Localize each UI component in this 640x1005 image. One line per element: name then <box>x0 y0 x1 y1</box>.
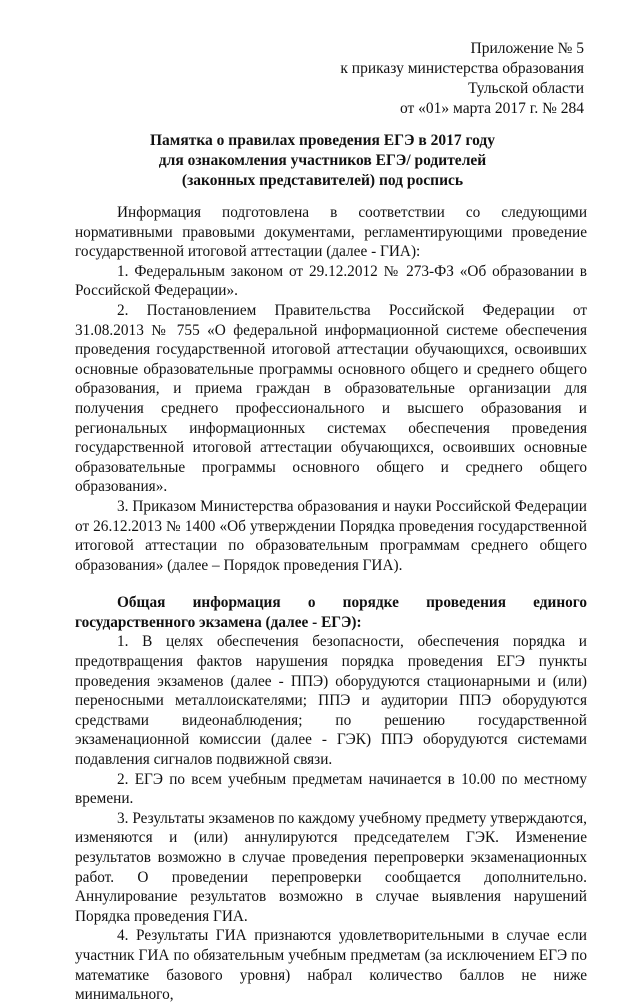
appendix-region: Тульской области <box>468 80 584 97</box>
document-item-2: 2. Постановлением Правительства Российской Федерации от 31.08.2013 № 755 «О федеральной информационной системе обеспечения проведения государственной итоговой аттестации обучающихся, освоивших основные образовательные программы основного общего и среднего общего образования, и приема граждан в образовательные организации для получения среднего профессионального и высшего образования и региональных информационных системах обеспечения проведения государственной итоговой аттестации обучающихся, освоивших основные образовательные программы основного общего и среднего общего образования». <box>75 301 587 496</box>
appendix-number: Приложение № 5 <box>470 40 584 57</box>
appendix-order-ref: к приказу министерства образования <box>340 60 584 77</box>
title-line-3: (законных представителей) под роспись <box>181 172 464 189</box>
rule-item-4: 4. Результаты ГИА признаются удовлетворительными в случае если участник ГИА по обязательным учебным предметам (за исключением ЕГЭ по математике базового уровня) набрал количество баллов не ниже минимального, <box>75 927 587 1004</box>
intro-paragraph: Информация подготовлена в соответствии со следующими нормативными правовыми документами, регламентирующими проведение государственной итоговой аттестации (далее - ГИА): <box>75 204 587 261</box>
appendix-date: от «01» марта 2017 г. № 284 <box>399 100 584 117</box>
rule-item-3: 3. Результаты экзаменов по каждому учебному предмету утверждаются, изменяются и (или) аннулируются председателем ГЭК. Изменение результатов возможно в случае проведения перепроверки экзаменационных работ. О проведении перепроверки сообщается дополнительно. Аннулирование результатов возможно в случае выявления нарушений Порядка проведения ГИА. <box>75 809 587 925</box>
title-line-2: для ознакомления участников ЕГЭ/ родителей <box>158 152 487 169</box>
title-line-1: Памятка о правилах проведения ЕГЭ в 2017 году <box>149 132 496 149</box>
rule-item-2: 2. ЕГЭ по всем учебным предметам начинается в 10.00 по местному времени. <box>75 770 587 808</box>
document-body <box>75 203 587 1005</box>
appendix-header <box>340 39 584 119</box>
document-item-1: 1. Федеральным законом от 29.12.2012 № 273-ФЗ «Об образовании в Российской Федерации». <box>75 262 587 300</box>
rule-item-1: 1. В целях обеспечения безопасности, обеспечения порядка и предотвращения фактов нарушения порядка проведения ЕГЭ пункты проведения экзаменов (далее - ППЭ) оборудуются стационарными и (или) переносными металлоискателями; ППЭ и аудитории ППЭ оборудуются средствами видеонаблюдения; по решению государственной экзаменационной комиссии (далее - ГЭК) ППЭ оборудуются системами подавления сигналов подвижной связи. <box>75 633 587 769</box>
document-item-3: 3. Приказом Министерства образования и науки Российской Федерации от 26.12.2013 № 1400 «Об утверждении Порядка проведения государственной итоговой аттестации по образовательным программам среднего общего образования» (далее – Порядок проведения ГИА). <box>75 497 587 574</box>
section-heading: Общая информация о порядке проведения единого государственного экзамена (далее - ЕГЭ): <box>75 594 587 631</box>
document-title <box>60 131 585 191</box>
